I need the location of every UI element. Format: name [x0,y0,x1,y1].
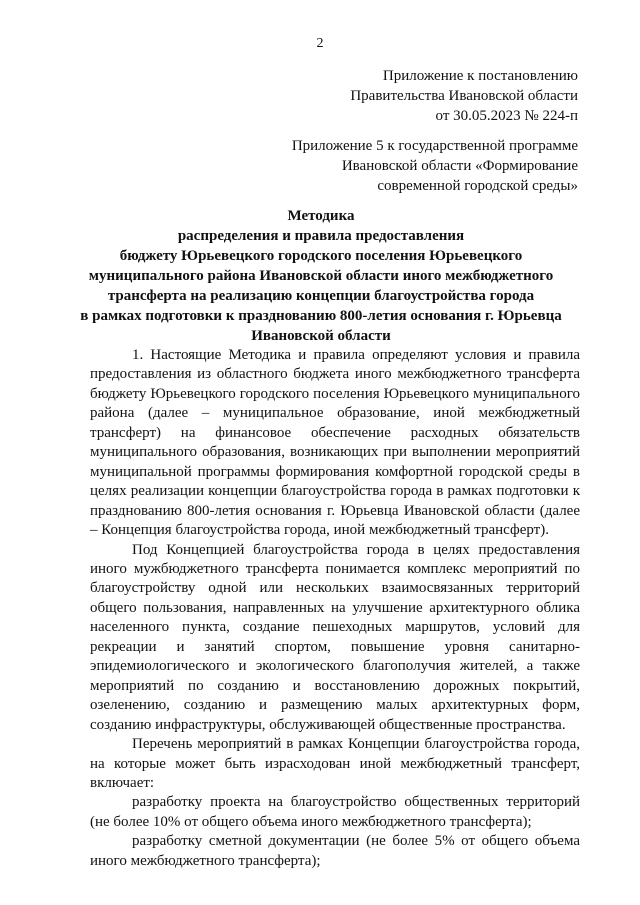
title-line: муниципального района Ивановской области иного межбюджетного [88,268,554,284]
appendix-line: Приложение 5 к государственной программе [291,138,578,154]
document-title [62,206,580,346]
list-item: разработку проекта на благоустройство общественных территорий (не более 10% от общего объема иного межбюджетного трансферта); [90,794,580,830]
list-item: разработку сметной документации (не более 5% от общего объема иного межбюджетного трансферта); [90,833,580,869]
title-line: Методика [287,208,355,224]
appendix-line: от 30.05.2023 № 224-п [435,108,578,124]
page-number: 2 [316,36,324,51]
paragraph: 1. Настоящие Методика и правила определяют условия и правила предоставления из областного бюджета иного межбюджетного трансферта бюджету Юрьевецкого городского поселения Юрьевецкого муниципального района (далее – муниципальное образование, иной межбюджетный трансферт) на финансовое обеспечение расходных обязательств муниципального образования, возникающих при выполнении мероприятий муниципальной программы формирования комфортной городской среды в целях реализации концепции благоустройства города в рамках подготовки к празднованию 800-летия основания г. Юрьевца Ивановской области (далее – Концепция благоустройства города, иной межбюджетный трансферт). [90,347,580,539]
appendix-line: Приложение к постановлению [382,68,578,84]
document-body [90,346,580,871]
appendix-header-program [292,136,578,196]
appendix-header-resolution [350,66,578,126]
appendix-line: Правительства Ивановской области [350,88,578,104]
appendix-line: современной городской среды» [377,178,578,194]
title-line: в рамках подготовки к празднованию 800-летия основания г. Юрьевца [80,308,562,324]
appendix-line: Ивановской области «Формирование [341,158,578,174]
title-line: трансферта на реализацию концепции благоустройства города [107,288,535,304]
title-line: бюджету Юрьевецкого городского поселения Юрьевецкого [119,248,523,264]
paragraph: Под Концепцией благоустройства города в целях предоставления иного мужбюджетного трансферта понимается комплекс мероприятий по благоустройству одной или нескольких взаимосвязанных территорий общего пользования, направленных на улучшение архитектурного облика населенного пункта, создание пешеходных маршрутов, условий для рекреации и занятий спортом, повышение уровня санитарно-эпидемиологического и экологического благополучия жителей, а также мероприятий по созданию и восстановлению дорожных покрытий, озеленению, созданию и размещению малых архитектурных форм, созданию инфраструктуры, обслуживающей общественные пространства. [90,541,580,733]
paragraph: Перечень мероприятий в рамках Концепции благоустройства города, на которые может быть израсходован иной межбюджетный трансферт, включает: [90,736,580,791]
title-line: распределения и правила предоставления [177,228,465,244]
title-line: Ивановской области [251,328,391,344]
